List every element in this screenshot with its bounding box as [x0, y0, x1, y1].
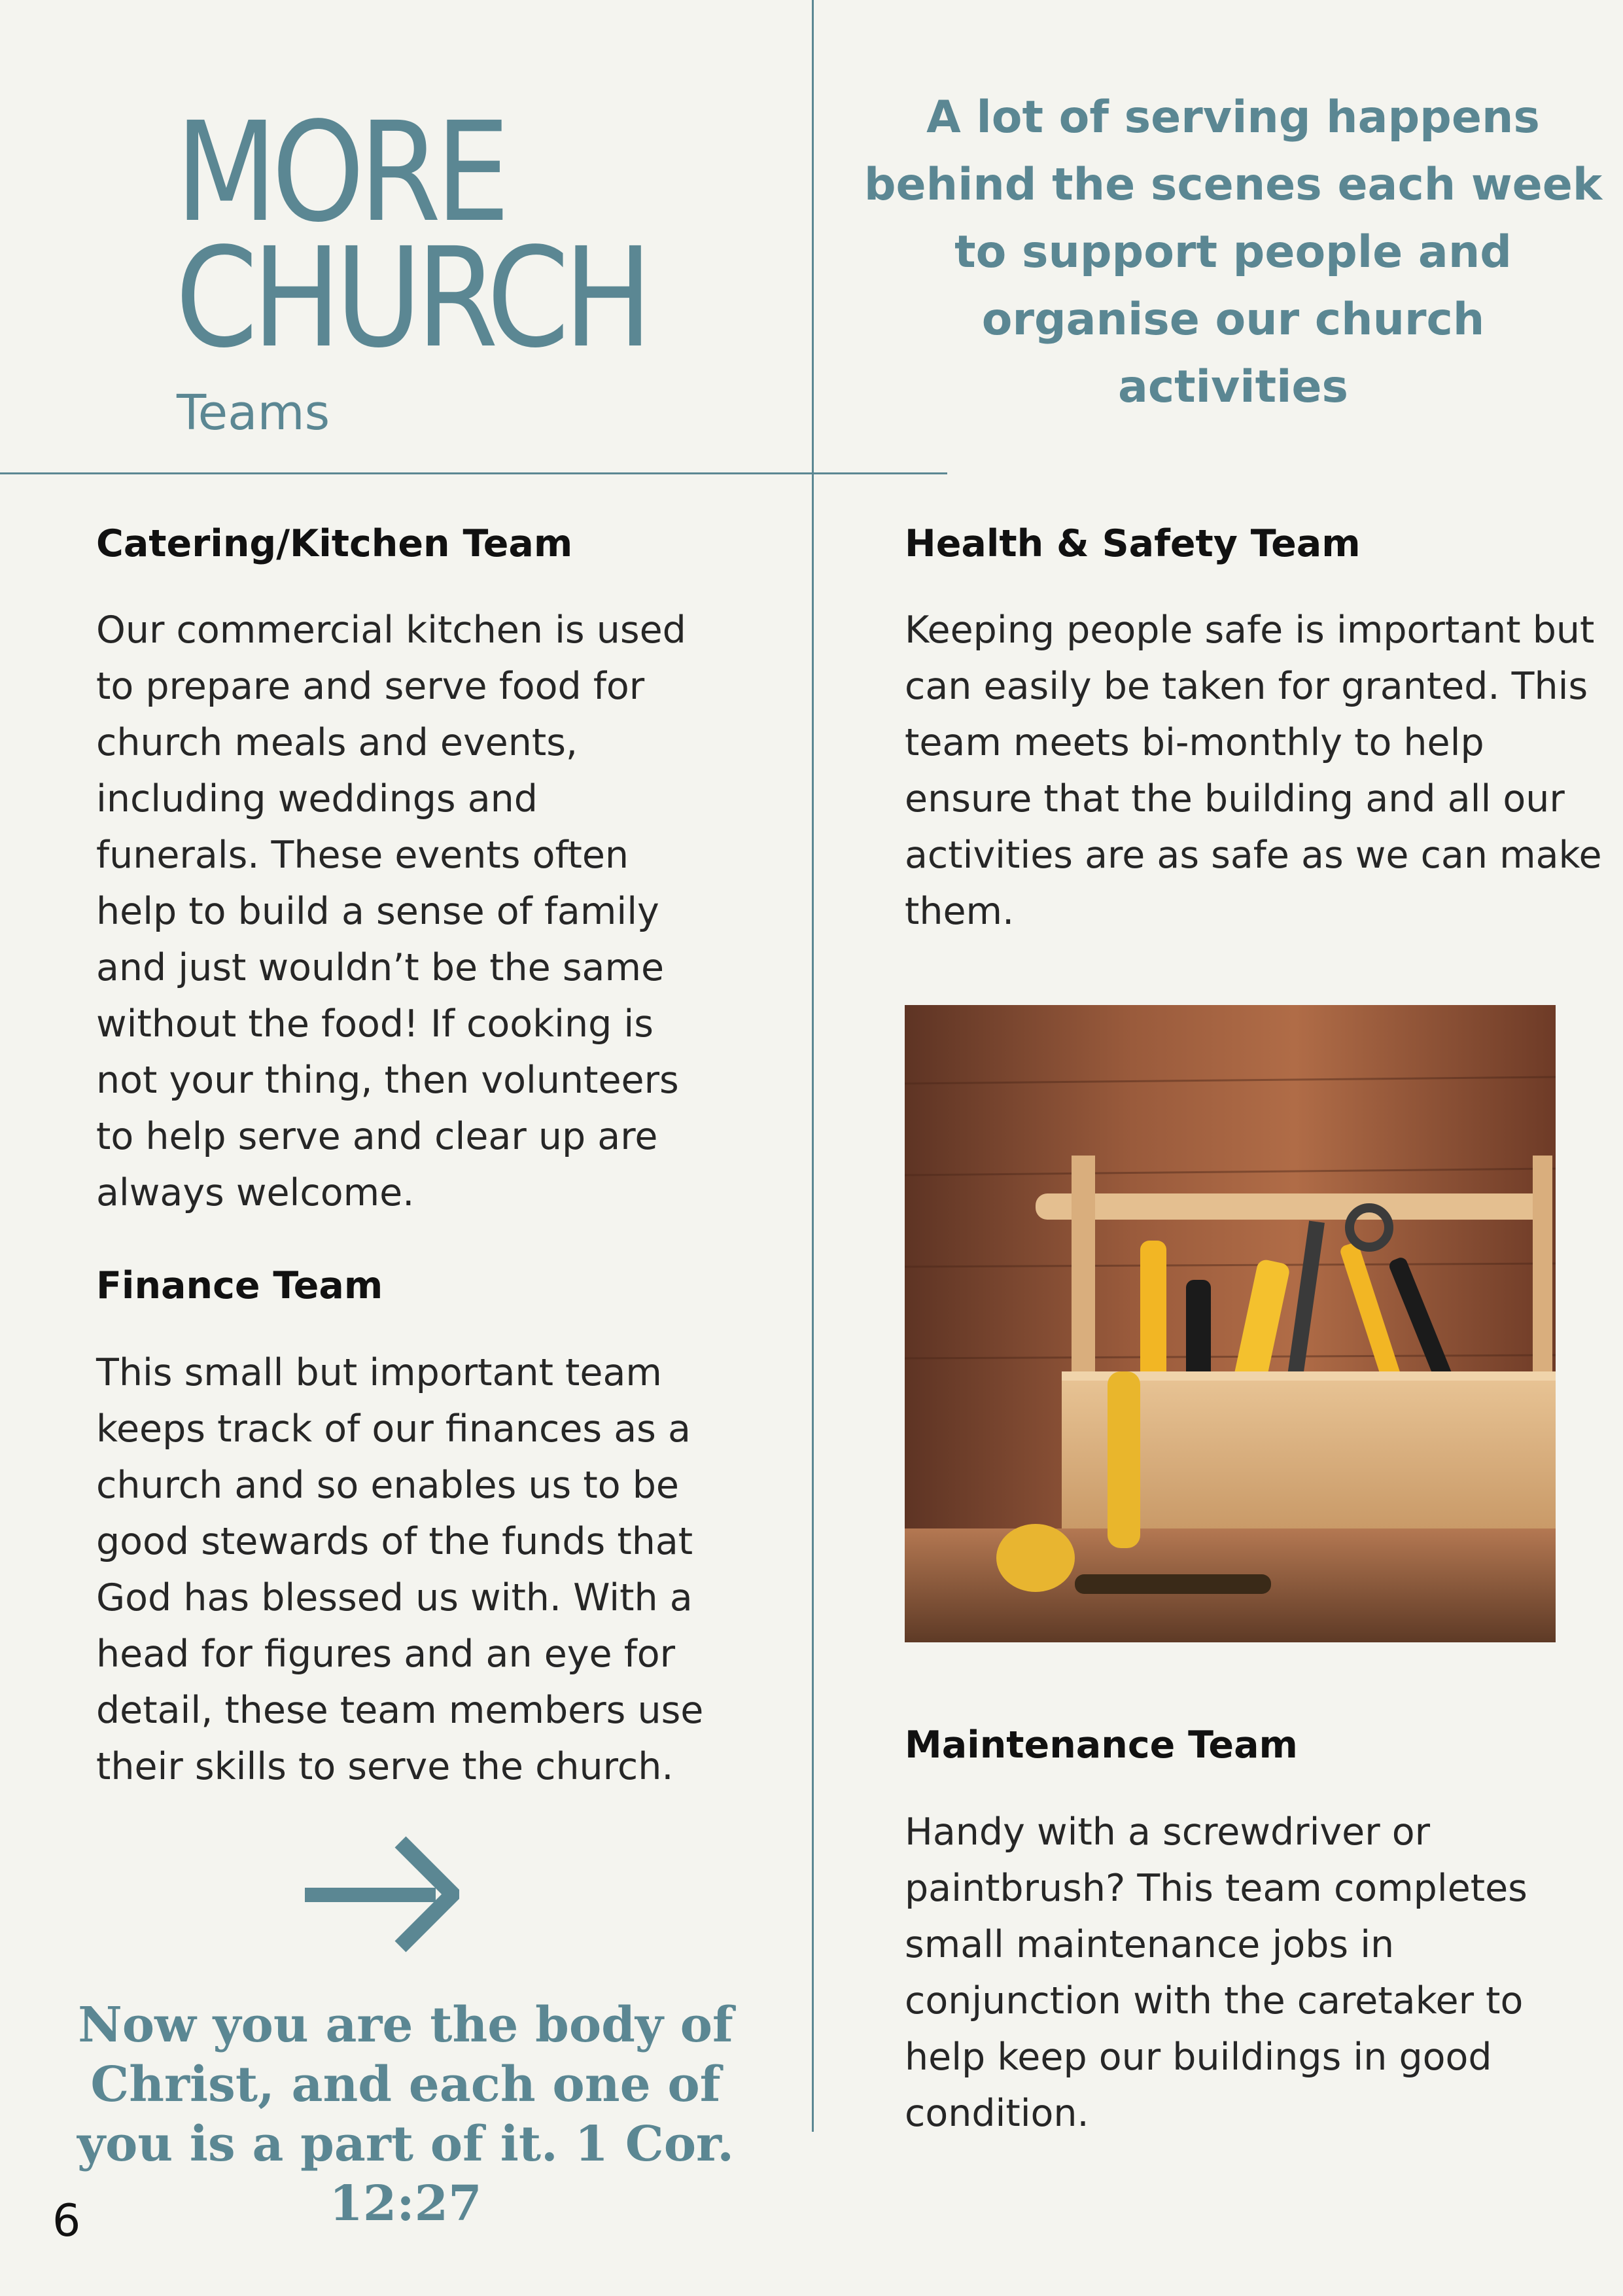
title-subtitle: Teams	[177, 385, 330, 441]
text-line: them.	[905, 890, 1015, 933]
text-line: detail, these team members use	[96, 1689, 704, 1732]
text-line: team meets bi-monthly to help	[905, 721, 1484, 764]
text-line: funerals. These events often	[96, 834, 629, 877]
text-line: Our commercial kitchen is used	[96, 609, 686, 652]
text-line: can easily be taken for granted. This	[905, 665, 1588, 708]
bible-verse: Now you are the body of Christ, and each one of you is a part of it. 1 Cor. 12:27	[77, 1997, 735, 2232]
text-line: help keep our buildings in good	[905, 2036, 1492, 2079]
text-line: This small but important team	[96, 1351, 662, 1394]
text-line: to help serve and clear up are	[96, 1115, 658, 1158]
toolbox-photo	[905, 1005, 1556, 1642]
text-line: good stewards of the funds that	[96, 1520, 693, 1563]
text-line: activities are as safe as we can make	[905, 834, 1602, 877]
text-line: their skills to serve the church.	[96, 1745, 674, 1788]
catering-heading: Catering/Kitchen Team	[96, 522, 573, 565]
text-line: church meals and events,	[96, 721, 578, 764]
text-line: Keeping people safe is important but	[905, 609, 1595, 652]
finance-text	[96, 1345, 703, 1795]
text-line: head for figures and an eye for	[96, 1633, 676, 1676]
text-line: paintbrush? This team completes	[905, 1867, 1527, 1910]
text-line: not your thing, then volunteers	[96, 1059, 679, 1102]
text-line: Handy with a screwdriver or	[905, 1810, 1431, 1854]
maintenance-heading: Maintenance Team	[905, 1723, 1298, 1767]
catering-text	[96, 602, 686, 1221]
page-number: 6	[52, 2195, 81, 2247]
intro-text: A lot of serving happens behind the scenes each week to support people and organise our church activities	[864, 92, 1603, 413]
text-line: small maintenance jobs in	[905, 1923, 1395, 1966]
maintenance-text	[905, 1804, 1527, 2142]
arrow-right-icon	[302, 1835, 459, 1953]
text-line: help to build a sense of family	[96, 890, 659, 933]
title-line-church: CHURCH	[175, 218, 647, 378]
text-line: always welcome.	[96, 1171, 415, 1214]
text-line: conjunction with the caretaker to	[905, 1979, 1524, 2022]
text-line: ensure that the building and all our	[905, 777, 1565, 821]
text-line: and just wouldn’t be the same	[96, 946, 665, 989]
text-line: to prepare and serve food for	[96, 665, 645, 708]
text-line: God has blessed us with. With a	[96, 1576, 693, 1619]
text-line: without the food! If cooking is	[96, 1002, 654, 1046]
text-line: keeps track of our finances as a	[96, 1407, 691, 1451]
finance-heading: Finance Team	[96, 1264, 383, 1307]
title-line-more: MORE	[175, 92, 505, 253]
column-divider	[812, 0, 814, 2132]
health-safety-heading: Health & Safety Team	[905, 522, 1361, 565]
health-safety-text	[905, 602, 1602, 940]
text-line: including weddings and	[96, 777, 538, 821]
text-line: condition.	[905, 2092, 1089, 2135]
text-line: church and so enables us to be	[96, 1464, 679, 1507]
header-divider	[0, 472, 947, 474]
